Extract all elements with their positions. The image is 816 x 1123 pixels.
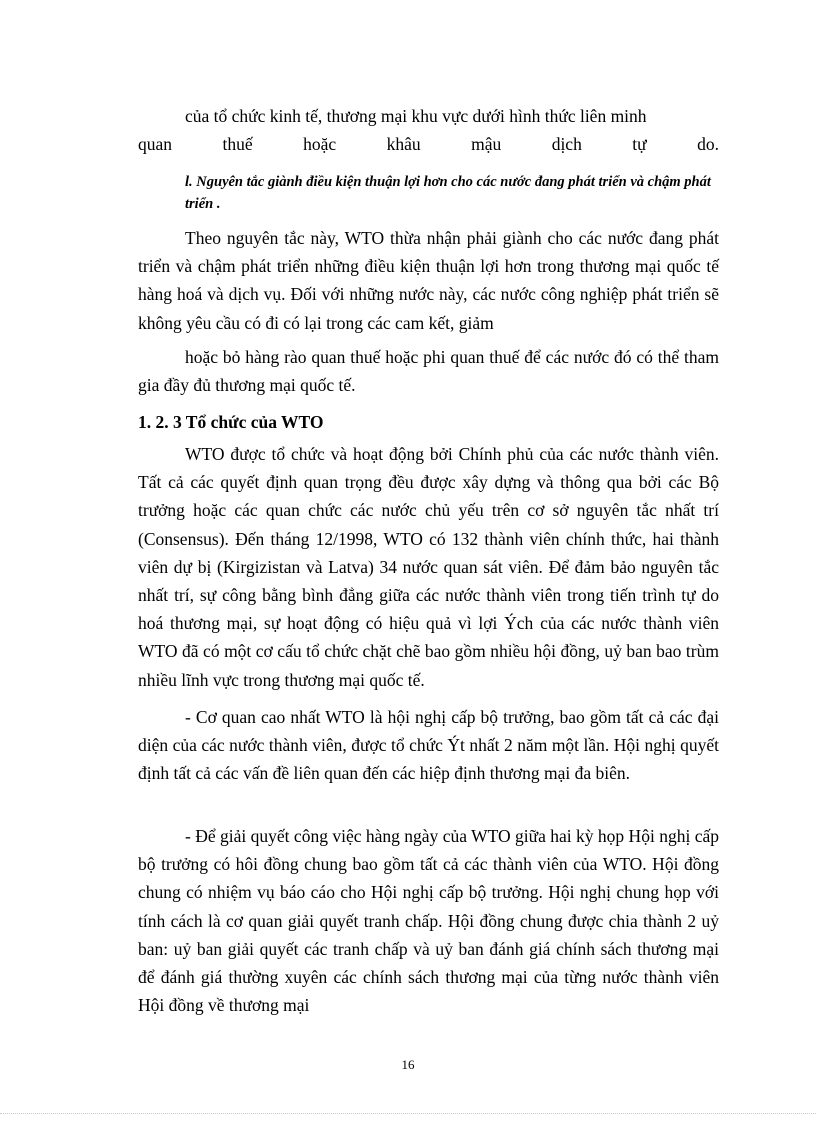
paragraph-wto-organization: WTO được tổ chức và hoạt động bởi Chính phủ của các nước thành viên. Tất cả các quyết định quan trọng đều được xây dựng và thông qua bởi các Bộ trưởng hoặc các quan chức các nước chủ yếu trên cơ sở nguyên tắc nhất trí (Consensus). Đến tháng 12/1998, WTO có 132 thành viên chính thức, hai thành viên dự bị (Kirgizistan và Latva) 34 nước quan sát viên. Để đảm bảo nguyên tắc nhất trí, sự công bằng bình đẳng giữa các nước thành viên trong tiến trình tự do hoá thương mại, sự hoạt động có hiệu quả vì lợi Ých của các nước thành viên WTO đã có một cơ cấu tổ chức chặt chẽ bao gồm nhiều hội đồng, uỷ ban bao trùm nhiều lĩnh vực trong thương mại quốc tế. [138,444,719,690]
paragraph-principle-body-cont: hoặc bỏ hàng rào quan thuế hoặc phi quan thuế để các nước đó có thể tham gia đầy đủ thương mại quốc tế. [138,347,719,396]
page-bottom-divider [0,1113,816,1114]
section-heading-wto-organization: 1. 2. 3 Tổ chức của WTO [138,412,324,432]
paragraph-general-council: - Để giải quyết công việc hàng ngày của WTO giữa hai kỳ họp Hội nghị cấp bộ trưởng có hôi đồng chung bao gồm tất cả các thành viên của WTO. Hội đồng chung có nhiệm vụ báo cáo cho Hội nghị cấp bộ trưởng. Hội nghị chung họp với tính cách là cơ quan giải quyết tranh chấp. Hội đồng chung được chia thành 2 uỷ ban: uỷ ban giải quyết các tranh chấp và uỷ ban đánh giá chính sách thương mại để đánh giá thường xuyên các chính sách thương mại của từng nước thành viên Hội đồng về thương mại [138,826,719,1016]
paragraph-continuation-line2: quan thuế hoặc khâu mậu dịch tự do. [138,134,719,154]
paragraph-ministerial-conference: - Cơ quan cao nhất WTO là hội nghị cấp bộ trưởng, bao gồm tất cả các đại diện của các nước thành viên, được tổ chức Ýt nhất 2 năm một lần. Hội nghị quyết định tất cả các vấn đề liên quan đến các hiệp định thương mại đa biên. [138,707,719,784]
page-number: 16 [401,1057,415,1072]
paragraph-principle-body: Theo nguyên tắc này, WTO thừa nhận phải giành cho các nước đang phát triển và chậm phát triển những điều kiện thuận lợi hơn trong thương mại quốc tế hàng hoá và dịch vụ. Đối với những nước này, các nước công nghiệp phát triển sẽ không yêu cầu có đi có lại trong các cam kết, giảm [138,228,719,333]
subheading-principle-l: l. Nguyên tắc giành điều kiện thuận lợi hơn cho các nước đang phát triển và chậm phát triển . [185,174,711,212]
paragraph-continuation-line1: của tổ chức kinh tế, thương mại khu vực dưới hình thức liên minh [185,106,647,126]
